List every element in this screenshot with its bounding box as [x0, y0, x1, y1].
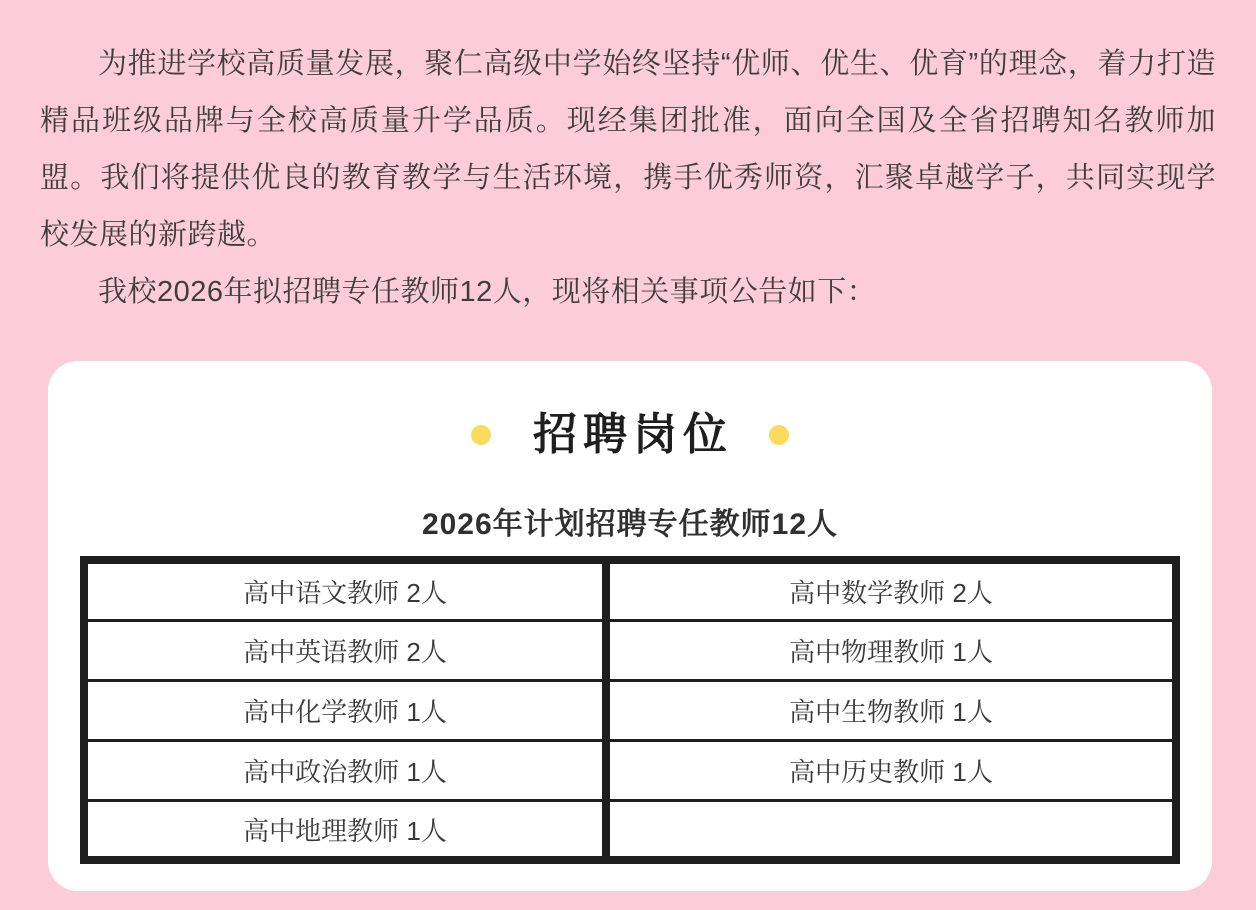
position-cell: 高中生物教师 1人 [606, 680, 1176, 740]
recruitment-positions-card [48, 361, 1212, 891]
position-cell: 高中政治教师 1人 [84, 740, 606, 800]
position-cell: 高中语文教师 2人 [84, 560, 606, 620]
positions-table [80, 556, 1180, 864]
position-cell: 高中历史教师 1人 [606, 740, 1176, 800]
table-row [84, 740, 1176, 800]
title-dot-right-icon [769, 425, 789, 445]
position-cell: 高中物理教师 1人 [606, 620, 1176, 680]
table-row [84, 680, 1176, 740]
position-cell: 高中数学教师 2人 [606, 560, 1176, 620]
position-cell: 高中化学教师 1人 [84, 680, 606, 740]
position-cell-empty [606, 800, 1176, 860]
recruit-plan-line: 我校2026年拟招聘专任教师12人，现将相关事项公告如下： [98, 276, 877, 308]
table-row [84, 560, 1176, 620]
section-title-row [48, 361, 1212, 459]
position-cell: 高中英语教师 2人 [84, 620, 606, 680]
intro-paragraph: 为推进学校高质量发展，聚仁高级中学始终坚持“优师、优生、优育”的理念，着力打造精品班级品牌与全校高质量升学品质。现经集团批准，面向全国及全省招聘知名教师加盟。我们将提供优良的教育教学与生活环境，携手优秀师资，汇聚卓越学子，共同实现学校发展的新跨越。 [40, 48, 1216, 251]
table-row [84, 800, 1176, 860]
intro-section [0, 0, 1256, 321]
table-row [84, 620, 1176, 680]
title-dot-left-icon [471, 425, 491, 445]
position-cell: 高中地理教师 1人 [84, 800, 606, 860]
plan-subtitle: 2026年计划招聘专任教师12人 [421, 508, 839, 542]
section-title: 招聘岗位 [533, 410, 733, 459]
positions-table-body [84, 560, 1176, 860]
